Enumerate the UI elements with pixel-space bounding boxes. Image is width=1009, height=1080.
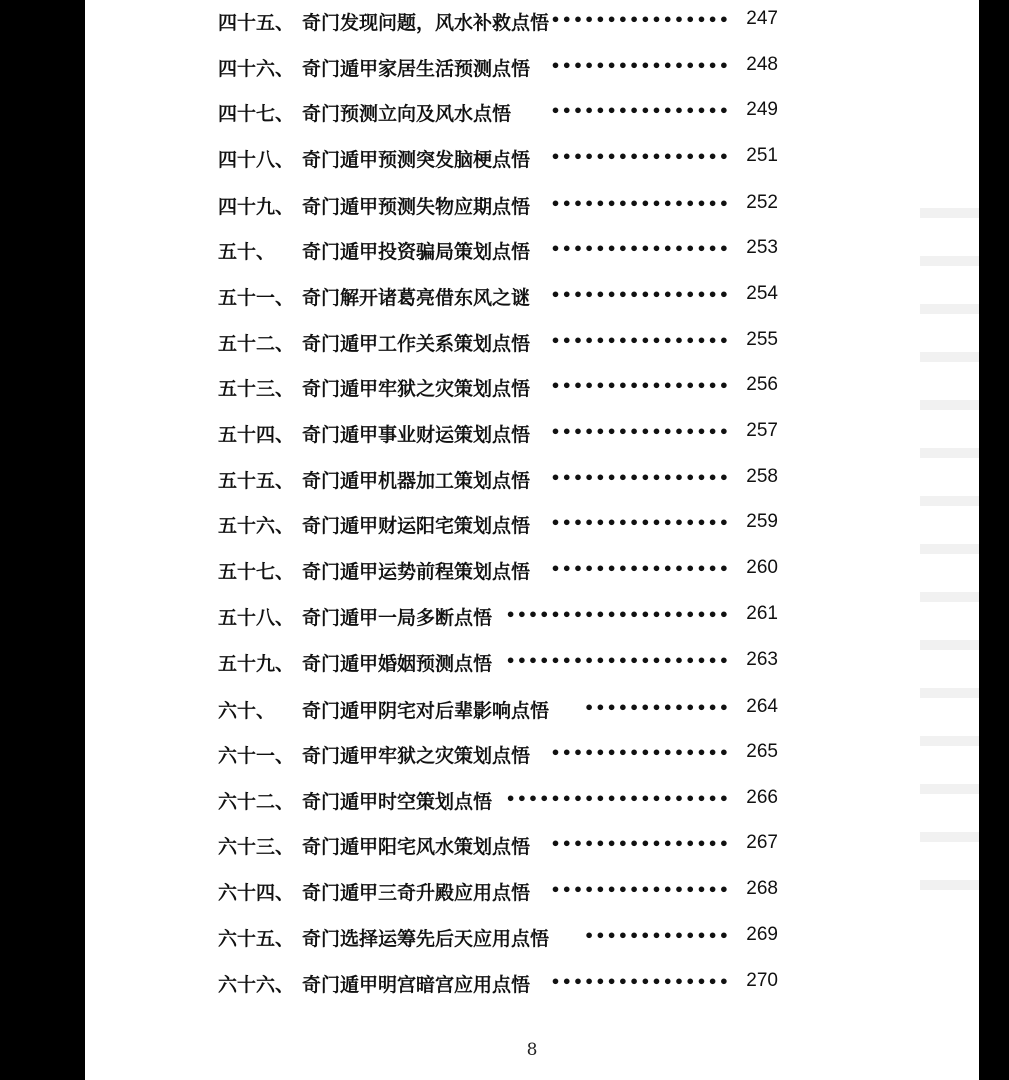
toc-entry-title: 奇门解开诸葛亮借东风之谜: [302, 287, 531, 309]
toc-entry-page: 267: [746, 832, 778, 853]
toc-entry: [218, 970, 778, 1000]
toc-entry: [218, 283, 778, 313]
toc-entry-number: 五十五、: [218, 470, 295, 492]
toc-dot-leader: ••••••••••••••••: [550, 834, 730, 853]
toc-entry-page: 251: [746, 145, 778, 166]
toc-dot-leader: ••••••••••••••••••••: [505, 651, 730, 670]
toc-dot-leader: •••••••••••••: [584, 698, 730, 717]
toc-entry-title: 奇门遁甲三奇升殿应用点悟: [302, 882, 531, 904]
toc-entry-page: 247: [746, 8, 778, 29]
toc-entry-page: 249: [746, 99, 778, 120]
scanned-page: [85, 0, 979, 1080]
page-number: 8: [526, 1040, 538, 1060]
toc-entry-title: 奇门遁甲预测突发脑梗点悟: [302, 149, 531, 171]
toc-dot-leader: ••••••••••••••••: [550, 331, 730, 350]
toc-dot-leader: ••••••••••••••••: [550, 239, 730, 258]
toc-entry: [218, 8, 778, 38]
toc-entry-number: 六十二、: [218, 791, 295, 813]
toc-entry-number: 六十五、: [218, 928, 295, 950]
toc-dot-leader: ••••••••••••••••: [550, 880, 730, 899]
toc-entry-title: 奇门遁甲牢狱之灾策划点悟: [302, 745, 531, 767]
toc-entry-title: 奇门遁甲时空策划点悟: [302, 791, 493, 813]
toc-entry-number: 六十一、: [218, 745, 295, 767]
toc-entry: [218, 99, 778, 129]
toc-dot-leader: ••••••••••••••••: [550, 468, 730, 487]
toc-entry-title: 奇门遁甲工作关系策划点悟: [302, 333, 531, 355]
toc-entry-number: 五十一、: [218, 287, 295, 309]
toc-entry-page: 264: [746, 696, 778, 717]
toc-entry-page: 268: [746, 878, 778, 899]
toc-entry-number: 四十七、: [218, 103, 295, 125]
toc-entry-page: 259: [746, 511, 778, 532]
toc-entry-number: 五十、: [218, 241, 276, 263]
toc-entry-number: 六十三、: [218, 836, 295, 858]
toc-dot-leader: ••••••••••••••••: [550, 743, 730, 762]
toc-entry: [218, 832, 778, 862]
toc-entry-page: 265: [746, 741, 778, 762]
toc-entry-title: 奇门遁甲运势前程策划点悟: [302, 561, 531, 583]
toc-entry-page: 257: [746, 420, 778, 441]
toc-entry-number: 五十四、: [218, 424, 295, 446]
toc-dot-leader: ••••••••••••••••: [550, 101, 730, 120]
toc-entry-title: 奇门遁甲阴宅对后辈影响点悟: [302, 700, 550, 722]
toc-entry-number: 五十三、: [218, 378, 295, 400]
toc-entry-page: 258: [746, 466, 778, 487]
toc-entry: [218, 420, 778, 450]
toc-entry: [218, 145, 778, 175]
toc-entry-title: 奇门遁甲阳宅风水策划点悟: [302, 836, 531, 858]
toc-entry-number: 六十六、: [218, 974, 295, 996]
toc-dot-leader: ••••••••••••••••: [550, 147, 730, 166]
toc-entry-page: 256: [746, 374, 778, 395]
toc-entry-title: 奇门选择运筹先后天应用点悟: [302, 928, 550, 950]
toc-entry: [218, 741, 778, 771]
toc-dot-leader: ••••••••••••••••: [550, 194, 730, 213]
toc-entry-title: 奇门遁甲投资骗局策划点悟: [302, 241, 531, 263]
toc-entry: [218, 696, 778, 726]
bleed-through-shadow: [920, 170, 979, 890]
toc-entry-number: 五十八、: [218, 607, 295, 629]
toc-entry-number: 六十四、: [218, 882, 295, 904]
toc-entry-page: 261: [746, 603, 778, 624]
toc-entry-title: 奇门遁甲婚姻预测点悟: [302, 653, 493, 675]
toc-dot-leader: ••••••••••••••••: [550, 513, 730, 532]
toc-entry-title: 奇门遁甲明宫暗宫应用点悟: [302, 974, 531, 996]
toc-entry-number: 五十九、: [218, 653, 295, 675]
toc-entry-title: 奇门发现问题，风水补救点悟: [302, 12, 550, 34]
toc-entry-page: 255: [746, 329, 778, 350]
toc-entry-number: 四十五、: [218, 12, 295, 34]
toc-dot-leader: ••••••••••••••••••••: [505, 789, 730, 808]
toc-entry-page: 270: [746, 970, 778, 991]
toc-dot-leader: ••••••••••••••••: [550, 56, 730, 75]
toc-entry: [218, 787, 778, 817]
toc-entry-page: 252: [746, 192, 778, 213]
toc-entry: [218, 603, 778, 633]
toc-entry: [218, 466, 778, 496]
toc-entry-page: 269: [746, 924, 778, 945]
toc-entry-number: 五十六、: [218, 515, 295, 537]
toc-entry: [218, 192, 778, 222]
toc-dot-leader: ••••••••••••••••: [550, 10, 730, 29]
toc-dot-leader: ••••••••••••••••: [550, 972, 730, 991]
toc-entry-number: 五十七、: [218, 561, 295, 583]
toc-entry-title: 奇门遁甲机器加工策划点悟: [302, 470, 531, 492]
toc-entry: [218, 878, 778, 908]
toc-entry: [218, 329, 778, 359]
toc-entry-title: 奇门遁甲牢狱之灾策划点悟: [302, 378, 531, 400]
toc-entry-title: 奇门预测立向及风水点悟: [302, 103, 512, 125]
toc-entry: [218, 511, 778, 541]
toc-entry-page: 266: [746, 787, 778, 808]
toc-entry-number: 四十九、: [218, 196, 295, 218]
toc-entry: [218, 557, 778, 587]
toc-dot-leader: ••••••••••••••••: [550, 559, 730, 578]
toc-entry-page: 260: [746, 557, 778, 578]
toc-entry: [218, 237, 778, 267]
toc-entry: [218, 649, 778, 679]
toc-entry-title: 奇门遁甲预测失物应期点悟: [302, 196, 531, 218]
toc-entry-number: 五十二、: [218, 333, 295, 355]
toc-entry-title: 奇门遁甲事业财运策划点悟: [302, 424, 531, 446]
toc-dot-leader: ••••••••••••••••: [550, 376, 730, 395]
toc-entry-number: 四十八、: [218, 149, 295, 171]
toc-entry: [218, 54, 778, 84]
toc-entry-page: 248: [746, 54, 778, 75]
toc-entry-number: 六十、: [218, 700, 276, 722]
toc-entry: [218, 924, 778, 954]
toc-entry-number: 四十六、: [218, 58, 295, 80]
toc-entry-page: 254: [746, 283, 778, 304]
toc-dot-leader: ••••••••••••••••: [550, 422, 730, 441]
toc-entry-title: 奇门遁甲一局多断点悟: [302, 607, 493, 629]
toc-entry: [218, 374, 778, 404]
toc-dot-leader: ••••••••••••••••••••: [505, 605, 730, 624]
toc-entry-page: 263: [746, 649, 778, 670]
toc-entry-title: 奇门遁甲家居生活预测点悟: [302, 58, 531, 80]
toc-dot-leader: ••••••••••••••••: [550, 285, 730, 304]
toc-entry-title: 奇门遁甲财运阳宅策划点悟: [302, 515, 531, 537]
toc-entry-page: 253: [746, 237, 778, 258]
toc-dot-leader: •••••••••••••: [584, 926, 730, 945]
